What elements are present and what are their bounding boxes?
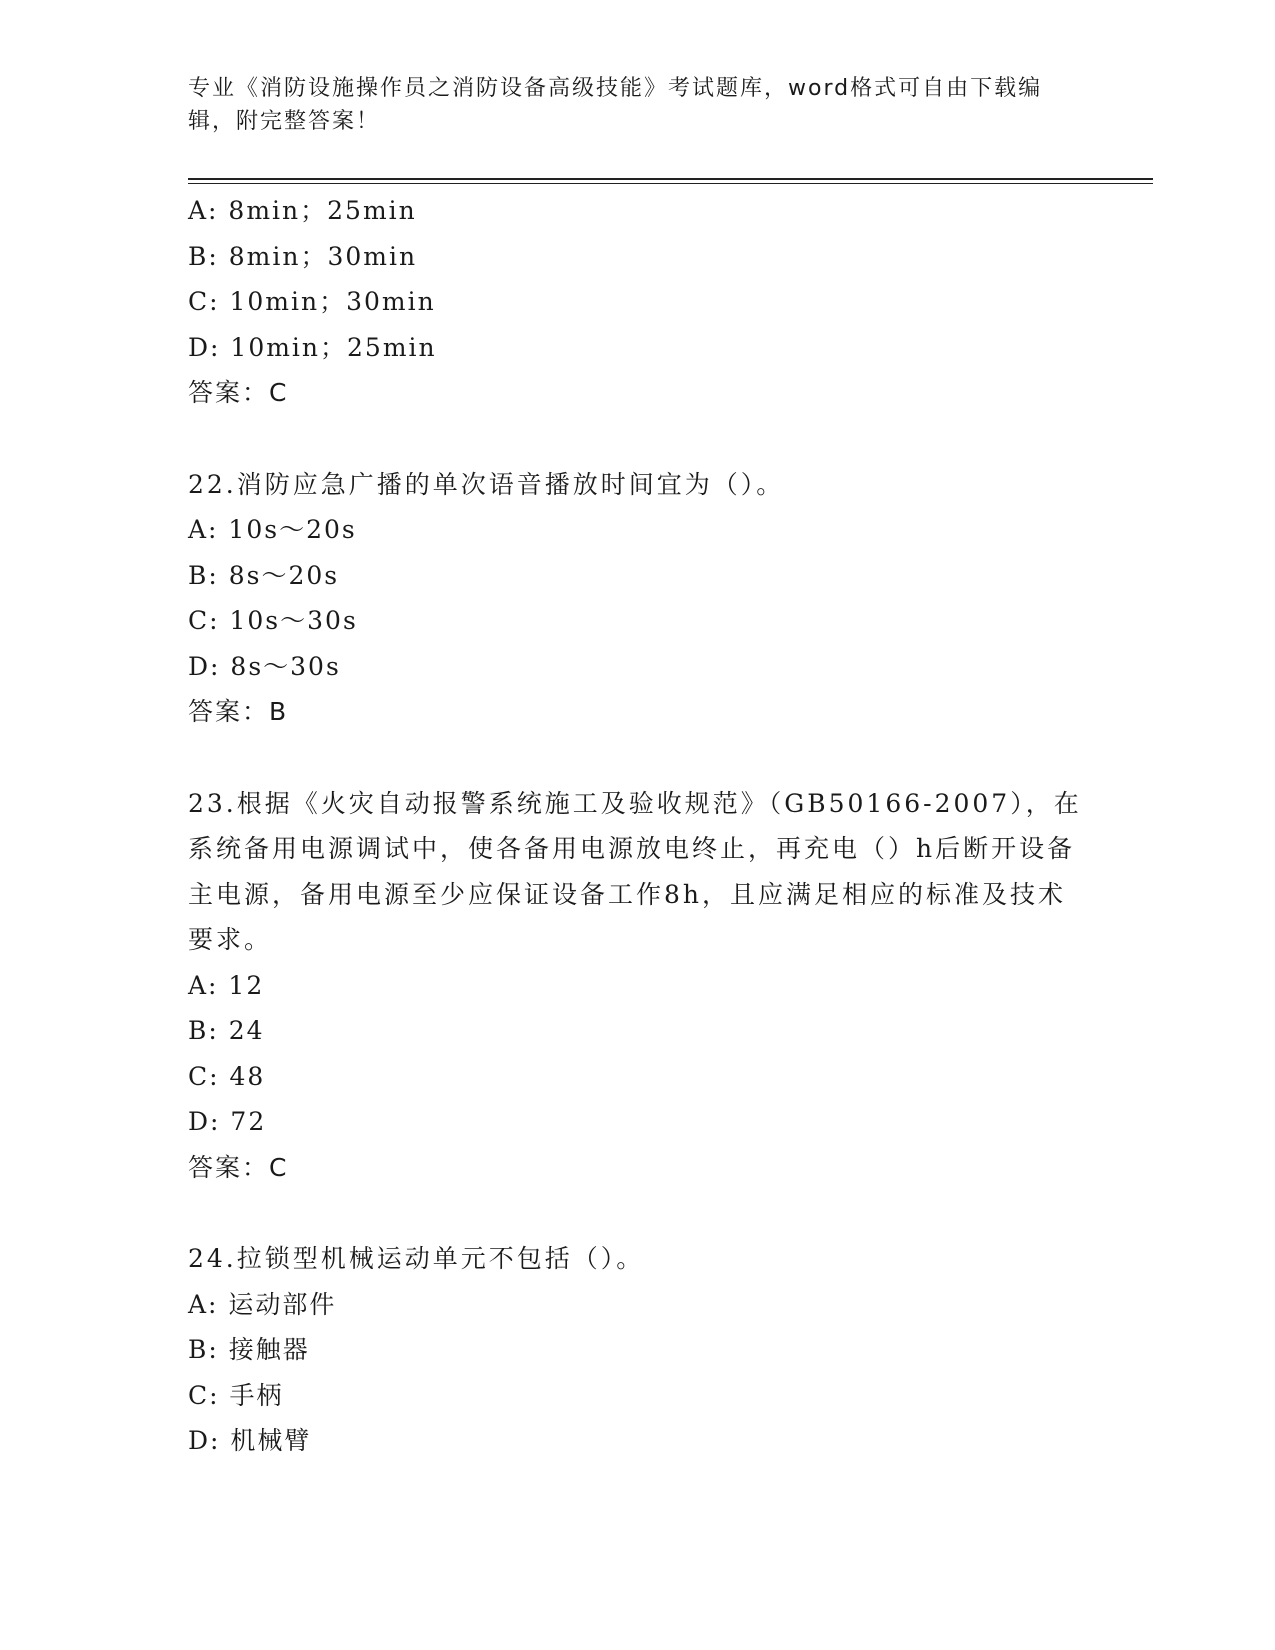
option-b: B: 8s～20s xyxy=(188,560,340,590)
option-b: B: 8min；30min xyxy=(188,241,418,271)
question-23 xyxy=(188,781,1088,1191)
option-d: D: 72 xyxy=(188,1107,267,1136)
spacer xyxy=(188,735,1088,781)
option-c: C: 手柄 xyxy=(188,1380,284,1410)
question-text: 22.消防应急广播的单次语音播放时间宜为（）。 xyxy=(188,469,785,499)
question-text: 23.根据《火灾自动报警系统施工及验收规范》（GB50166-2007），在系统备用电源调试中，使各备用电源放电终止，再充电（）h后断开设备主电源，备用电源至少应保证设备工作8h，且应满足相应的标准及技术要求。 xyxy=(188,788,1082,954)
option-d: D: 机械臂 xyxy=(188,1426,312,1455)
answer: 答案：B xyxy=(188,697,289,726)
option-c: C: 10s～30s xyxy=(188,606,358,635)
option-a: A: 8min；25min xyxy=(188,196,417,225)
question-text: 24.拉锁型机械运动单元不包括（）。 xyxy=(188,1244,645,1273)
header-divider-thin xyxy=(188,183,1153,184)
question-21-continued xyxy=(188,188,1088,416)
page-header: 专业《消防设施操作员之消防设备高级技能》考试题库，word格式可自由下载编辑，附完整答案！ xyxy=(188,76,1043,134)
option-c: C: 10min；30min xyxy=(188,287,436,316)
spacer xyxy=(188,1190,1088,1236)
answer: 答案：C xyxy=(188,378,289,407)
option-c: C: 48 xyxy=(188,1061,266,1091)
option-a: A: 运动部件 xyxy=(188,1289,337,1319)
option-d: D: 8s～30s xyxy=(188,651,341,681)
question-22 xyxy=(188,462,1088,735)
option-b: B: 24 xyxy=(188,1016,265,1045)
option-a: A: 12 xyxy=(188,970,265,1000)
option-a: A: 10s～20s xyxy=(188,515,357,544)
option-d: D: 10min；25min xyxy=(188,332,437,362)
option-b: B: 接触器 xyxy=(188,1335,310,1364)
document-body xyxy=(188,188,1088,1464)
spacer xyxy=(188,416,1088,462)
answer: 答案：C xyxy=(188,1152,289,1182)
header-divider xyxy=(188,178,1153,180)
question-24 xyxy=(188,1236,1088,1464)
